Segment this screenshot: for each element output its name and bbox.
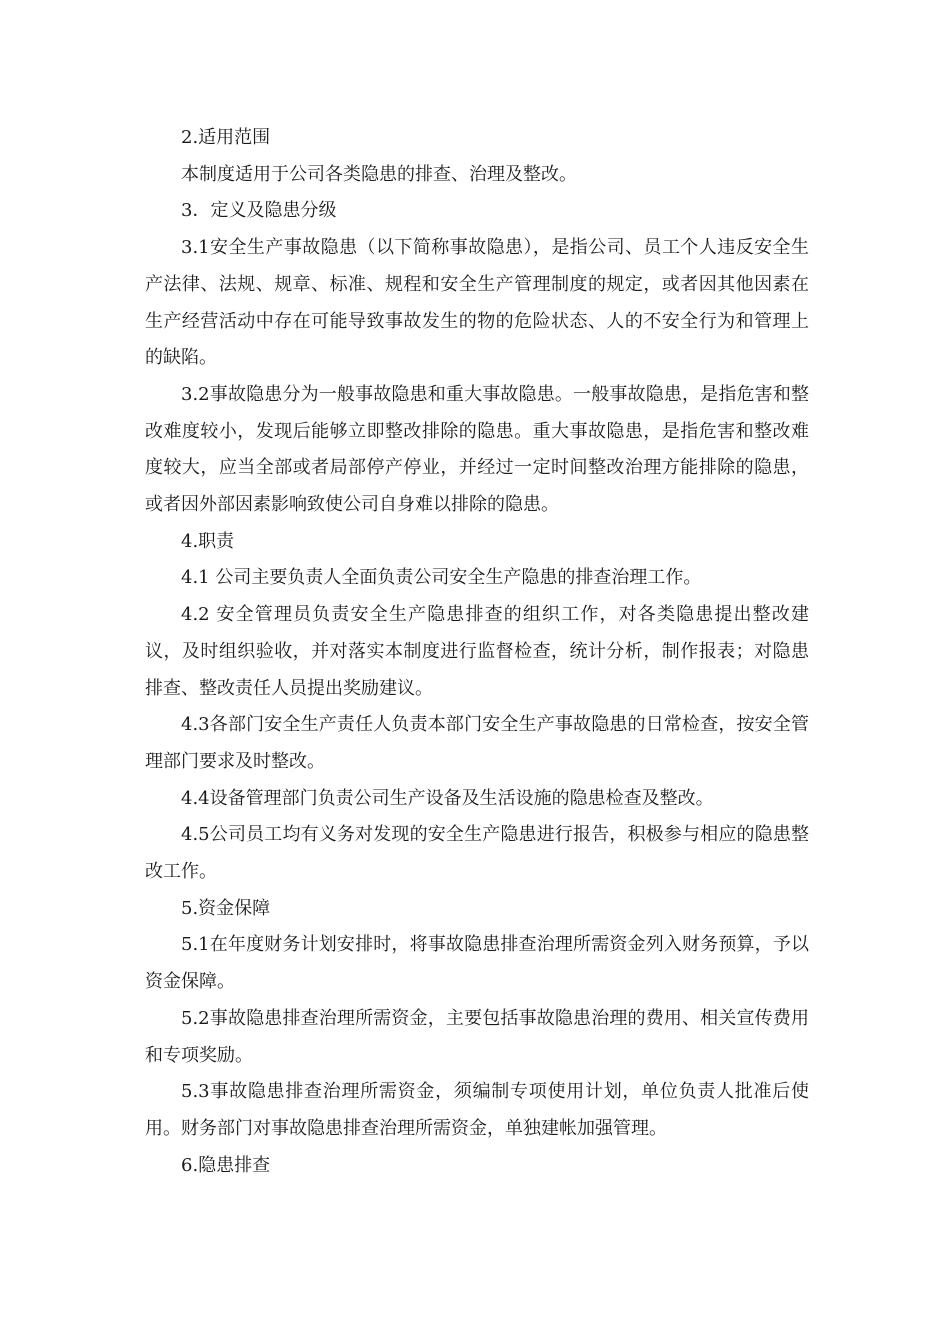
paragraph-5-1: 5.1在年度财务计划安排时，将事故隐患排查治理所需资金列入财务预算，予以资金保障。	[145, 934, 809, 993]
paragraph-5-2: 5.2事故隐患排查治理所需资金，主要包括事故隐患治理的费用、相关宣传费用和专项奖励。	[145, 1007, 809, 1066]
paragraph-5-3: 5.3事故隐患排查治理所需资金，须编制专项使用计划，单位负责人批准后使用。财务部门对事故隐患排查治理所需资金，单独建帐加强管理。	[145, 1081, 809, 1139]
section-heading-inspection: 6.隐患排查	[181, 1154, 271, 1176]
document-page	[145, 120, 809, 1184]
paragraph-4-5: 4.5公司员工均有义务对发现的安全生产隐患进行报告，积极参与相应的隐患整改工作。	[145, 824, 809, 883]
paragraph-3-1: 3.1安全生产事故隐患（以下简称事故隐患），是指公司、员工个人违反安全生产法律、法规、规章、标准、规程和安全生产管理制度的规定，或者因其他因素在生产经营活动中存在可能导致事故发生的物的危险状态、人的不安全行为和管理上的缺陷。	[145, 237, 809, 369]
section-heading-definitions: 3．定义及隐患分级	[181, 200, 337, 222]
paragraph-4-2: 4.2 安全管理员负责安全生产隐患排查的组织工作，对各类隐患提出整改建议，及时组织验收，并对落实本制度进行监督检查，统计分析，制作报表；对隐患排查、整改责任人员提出奖励建议。	[145, 604, 809, 699]
paragraph-scope: 本制度适用于公司各类隐患的排查、治理及整改。	[181, 163, 577, 185]
paragraph-4-1: 4.1 公司主要负责人全面负责公司安全生产隐患的排查治理工作。	[181, 567, 702, 589]
section-heading-scope: 2.适用范围	[181, 127, 271, 148]
paragraph-4-4: 4.4设备管理部门负责公司生产设备及生活设施的隐患检查及整改。	[181, 787, 714, 809]
section-heading-duties: 4.职责	[181, 530, 235, 552]
paragraph-3-2: 3.2事故隐患分为一般事故隐患和重大事故隐患。一般事故隐患，是指危害和整改难度较小，发现后能够立即整改排除的隐患。重大事故隐患，是指危害和整改难度较大，应当全部或者局部停产停业，并经过一定时间整改治理方能排除的隐患，或者因外部因素影响致使公司自身难以排除的隐患。	[145, 383, 809, 516]
section-heading-funding: 5.资金保障	[181, 897, 271, 919]
paragraph-4-3: 4.3各部门安全生产责任人负责本部门安全生产事故隐患的日常检查，按安全管理部门要求及时整改。	[145, 714, 809, 772]
